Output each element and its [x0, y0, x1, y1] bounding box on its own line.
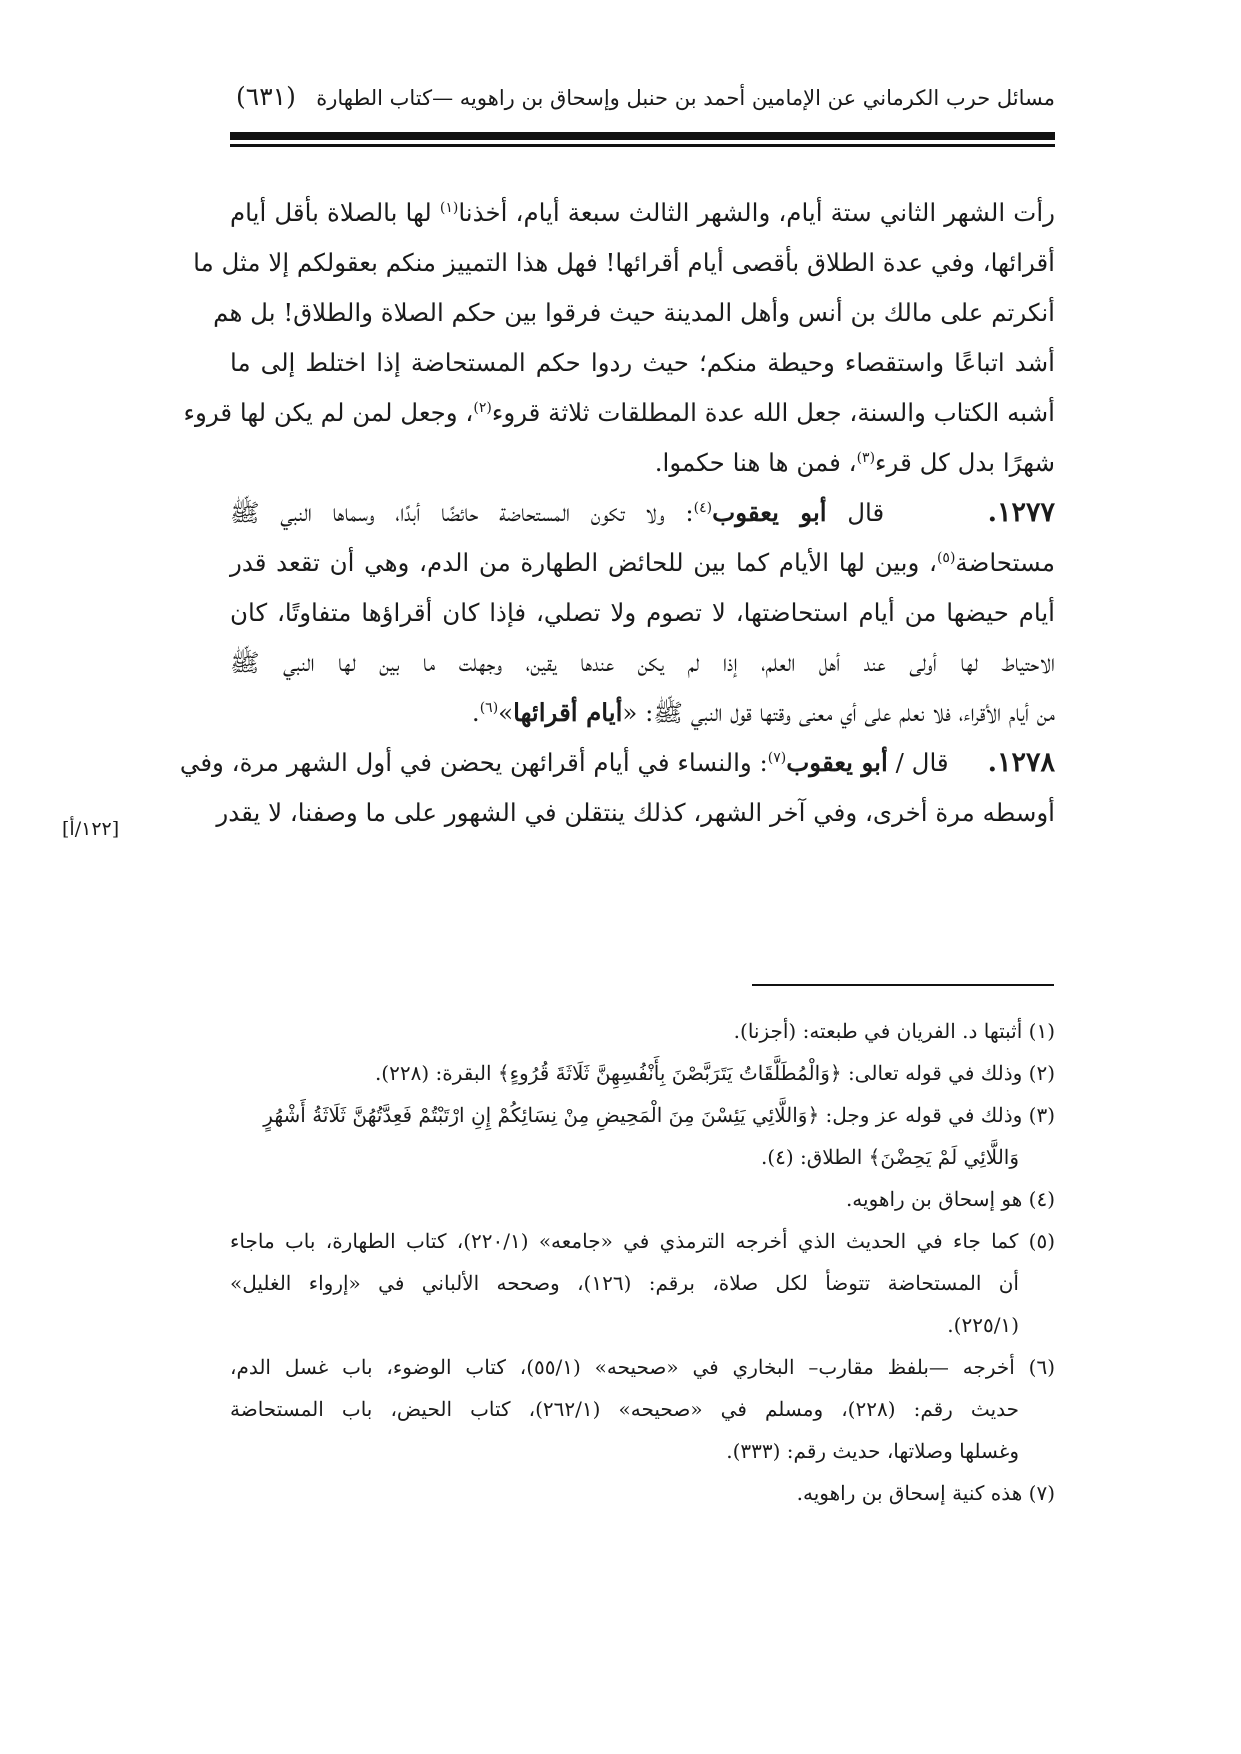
paragraph-number: ١٢٧٨.	[987, 747, 1055, 778]
footnote-continuation: حديث رقم: (٢٢٨)، ومسلم في «صحيحه» (٢٦٢/١)، كتاب الحيض، باب المستحاضة	[230, 1397, 1019, 1421]
footnote: (٤) هو إسحاق بن راهويه.	[845, 1187, 1055, 1211]
author-name: أبو يعقوب	[786, 748, 888, 777]
paragraph-1278-line: ١٢٧٨. قال / أبو يعقوب$^{(٧)}$: والنساء في أيام أقرائهن يحضن في أول الشهر مرة، وفي	[179, 747, 1055, 778]
footnote-continuation: (٢٢٥/١).	[947, 1313, 1019, 1337]
text-line: أيام حيضها من أيام استحاضتها، لا تصوم ولا تصلي، فإذا كان أقراؤها متفاوتًا، كان	[230, 598, 1055, 627]
footnote-continuation: وغسلها وصلاتها، حديث رقم: (٣٣٣).	[726, 1439, 1019, 1463]
footnote-ref: (٢)	[473, 399, 492, 416]
text-line: الاحتياط لها أولى عند أهل العلم، إذا لم يكن عندها يقين، وجهلت ما بين لها النبي ﷺ	[230, 648, 1055, 677]
main-text	[179, 188, 1056, 838]
paragraph-number: ١٢٧٧.	[987, 497, 1056, 528]
footnote-separator	[752, 984, 1054, 986]
footnote-ref: (٣)	[856, 449, 876, 466]
running-header	[230, 82, 1055, 122]
author-name: أبو يعقوب	[712, 498, 827, 527]
footnote-ref: (٧)	[767, 749, 787, 766]
text-line: أشبه الكتاب والسنة، جعل الله عدة المطلقات ثلاثة قروء$^{(٢)}$، وجعل لمن لم يكن لها قروء	[183, 398, 1055, 427]
header-rule-thick	[230, 132, 1055, 140]
footnote: (٣) وذلك في قوله عز وجل: ﴿وَاللَّائِي يَئِسْنَ مِنَ الْمَحِيضِ مِنْ نِسَائِكُمْ إِنِ ارْتَبْتُمْ فَعِدَّتُهُنَّ ثَلَاثَةُ أَشْهُرٍ	[263, 1103, 1055, 1127]
footnote-continuation: وَاللَّائِي لَمْ يَحِضْنَ﴾ الطلاق: (٤).	[760, 1145, 1019, 1169]
text-line: أوسطه مرة أخرى، وفي آخر الشهر، كذلك ينتقلن في الشهور على ما وصفنا، لا يقدر	[216, 798, 1055, 827]
footnote-ref: (٥)	[936, 549, 956, 566]
footnote: (٥) كما جاء في الحديث الذي أخرجه الترمذي في «جامعه» (٢٢٠/١)، كتاب الطهارة، باب ماجاء	[230, 1229, 1055, 1253]
text-line: رأت الشهر الثاني ستة أيام، والشهر الثالث سبعة أيام، أخذنا$^{(١)}$ لها بالصلاة بأقل أيام	[230, 198, 1055, 227]
footnotes	[230, 1010, 1055, 1514]
footnote: (٧) هذه كنية إسحاق بن راهويه.	[796, 1481, 1055, 1505]
text-line: أقرائها، وفي عدة الطلاق بأقصى أيام أقرائها! فهل هذا التمييز منكم بعقولكم إلا مثل ما	[193, 248, 1055, 277]
text-line: أنكرتم على مالك بن أنس وأهل المدينة حيث فرقوا بين حكم الصلاة والطلاق! بل هم	[213, 298, 1055, 327]
text-line: مستحاضة$^{(٥)}$، وبين لها الأيام كما بين للحائض الطهارة من الدم، وهي أن تقعد قدر	[230, 548, 1055, 577]
text-line: أشد اتباعًا واستقصاء وحيطة منكم؛ حيث ردوا حكم المستحاضة إذا اختلط إلى ما	[230, 348, 1055, 377]
footnote: (٢) وذلك في قوله تعالى: ﴿وَالْمُطَلَّقَاتُ يَتَرَبَّصْنَ بِأَنْفُسِهِنَّ ثَلَاثَةَ قُرُوءٍ﴾ البقرة: (٢٢٨).	[374, 1061, 1055, 1085]
page-number: (٦٣١)	[236, 82, 296, 111]
header-rule-thin	[230, 144, 1055, 147]
manuscript-folio-note: [١٢٢/أ]	[62, 818, 120, 840]
footnote: (١) أثبتها د. الفريان في طبعته: (أجزنا).	[733, 1019, 1055, 1043]
text-line: شهرًا بدل كل قرء$^{(٣)}$، فمن ها هنا حكموا.	[654, 448, 1055, 477]
header-title: مسائل حرب الكرماني عن الإمامين أحمد بن حنبل وإسحاق بن راهويه —كتاب الطهارة	[316, 86, 1055, 110]
footnote-ref: (٤)	[693, 499, 713, 516]
footnote-ref: (٦)	[479, 699, 499, 716]
footnote: (٦) أخرجه —بلفظ مقارب– البخاري في «صحيحه» (٥٥/١)، كتاب الوضوء، باب غسل الدم،	[230, 1355, 1055, 1379]
paragraph-1277-line: ١٢٧٧. قال أبو يعقوب$^{(٤)}$: ولا تكون المستحاضة حائضًا أبدًا، وسماها النبي ﷺ	[230, 497, 1056, 528]
text-line: من أيام الأقراء، فلا نعلم على أي معنى وقتها قول النبي ﷺ: «أيام أقرائها»$^{(٦)}$.	[471, 698, 1055, 727]
footnote-ref: (١)	[439, 199, 459, 216]
footnote-continuation: أن المستحاضة تتوضأ لكل صلاة، برقم: (١٢٦)، وصححه الألباني في «إرواء الغليل»	[230, 1271, 1019, 1295]
quoted-hadith: أيام أقرائها	[513, 698, 623, 727]
